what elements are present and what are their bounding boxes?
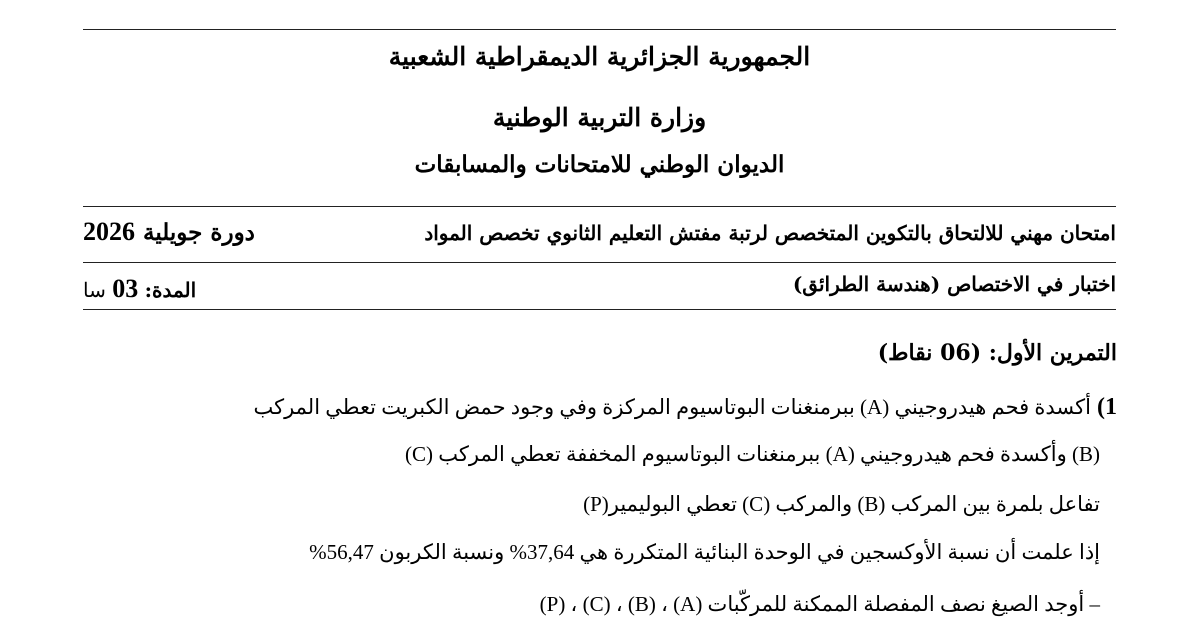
- exercise-line-1: [253, 394, 1117, 421]
- info-divider: [83, 262, 1116, 263]
- exam-title: امتحان مهني للالتحاق بالتكوين المتخصص لرتبة مفتش التعليم الثانوي تخصص المواد: [424, 221, 1116, 245]
- session-info: [83, 217, 255, 247]
- exercise-line-text: أكسدة فحم هيدروجيني (A) ببرمنغنات البوتاسيوم المركزة وفي وجود حمض الكبريت تعطي المركب: [253, 395, 1091, 419]
- section-divider: [83, 309, 1116, 310]
- exercise-title: التمرين الأول: (06 نقاط): [877, 340, 1117, 366]
- republic-heading: الجمهورية الجزائرية الديمقراطية الشعبية: [388, 42, 811, 71]
- specialty-row: [83, 268, 1116, 308]
- item-number: 1): [1097, 394, 1117, 420]
- exercise-line-2: (B) وأكسدة فحم هيدروجيني (A) ببرمنغنات البوتاسيوم المخففة تعطي المركب (C): [404, 442, 1100, 466]
- exercise-line-3: تفاعل بلمرة بين المركب (B) والمركب (C) تعطي البوليمير(P): [583, 492, 1100, 516]
- duration-value: 03: [112, 274, 139, 303]
- exercise-line-4: إذا علمت أن نسبة الأوكسجين في الوحدة البنائية المتكررة هي 37,64% ونسبة الكربون 56,47%: [309, 540, 1100, 564]
- session-label: دورة جويلية: [143, 219, 255, 246]
- header-divider: [83, 206, 1116, 207]
- top-divider: [83, 29, 1116, 30]
- session-year: 2026: [83, 217, 135, 246]
- office-heading: الديوان الوطني للامتحانات والمسابقات: [414, 151, 785, 178]
- ministry-heading: وزارة التربية الوطنية: [492, 103, 707, 132]
- exam-title-row: [83, 215, 1116, 255]
- duration-unit: سا: [83, 278, 106, 302]
- duration-info: [83, 274, 196, 304]
- exercise-line-5: – أوجد الصيغ نصف المفصلة الممكنة للمركّبات (A) ، (B) ، (C) ، (P): [539, 592, 1100, 616]
- duration-label: المدة:: [144, 278, 197, 302]
- specialty-test: اختبار في الاختصاص (هندسة الطرائق): [792, 272, 1116, 296]
